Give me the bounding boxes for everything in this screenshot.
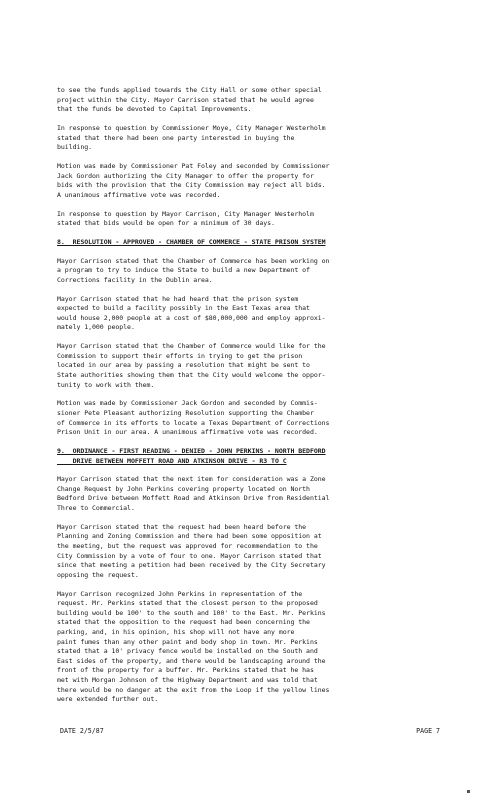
paragraph: Mayor Carrison stated that the Chamber of Commerce would like for the Commission to support their efforts in trying to get the prison located in our area by passing a resolution that might be sent to State authorities showing them that the City would welcome the oppor- tunity to work with them. <box>57 342 326 389</box>
paragraph: Mayor Carrison stated that he had heard that the prison system expected to build a facility possibly in the East Texas area that would house 2,000 people at a cost of $80,000,000 and employ approxi- mately 1,000 people. <box>57 294 326 332</box>
paragraph: Mayor Carrison stated that the Chamber of Commerce has been working on a program to try to induce the State to build a new Department of Corrections facility in the Dublin area. <box>57 256 330 284</box>
document-body <box>57 86 447 714</box>
footer-date: DATE 2/5/87 <box>60 727 104 735</box>
page-footer <box>60 727 440 735</box>
paragraph: Motion was made by Commissioner Jack Gordon and seconded by Commis- sioner Pete Pleasant authorizing Resolution supporting the Chamber of Commerce in its efforts to locate a Texas Department of Corrections Prison Unit in our area. A unanimous affirmative vote was recorded. <box>57 399 330 437</box>
paragraph: Mayor Carrison recognized John Perkins in representation of the request. Mr. Perkins stated that the closest person to the proposed building would be 100' to the south and 100' to the East. Mr. Perkins stated that the opposition to the request had been concerning the parking, and, in his opinion, his shop will not have any more paint fumes than any other paint and body shop in town. Mr. Perkins stated that a 10' privacy fence would be installed on the South and East sides of the property, and there would be landscaping around the front of the property for a buffer. Mr. Perkins stated that he has met with Morgan Johnson of the Highway Department and was told that there would be no danger at the exit from the Loop if the yellow lines were extended further out. <box>57 589 330 704</box>
paragraph: Mayor Carrison stated that the next item for consideration was a Zone Change Request by John Perkins covering property located on North Bedford Drive between Moffett Road and Atkinson Drive from Residential Three to Commercial. <box>57 475 330 513</box>
section-heading: 9. ORDINANCE - FIRST READING - DENIED - JOHN PERKINS - NORTH BEDFORD DRIVE BETWEEN MOFFETT ROAD AND ATKINSON DRIVE - R3 TO C <box>57 446 326 465</box>
paragraph: In response to question by Mayor Carrison, City Manager Westerholm stated that bids would be open for a minimum of 30 days. <box>57 209 314 228</box>
scan-mark <box>467 790 470 793</box>
paragraph: Mayor Carrison stated that the request had been heard before the Planning and Zoning Commission and there had been some opposition at the meeting, but the request was approved for recommendation to the City Commission by a vote of four to one. Mayor Carrison stated that since that meeting a petition had been received by the City Secretary opposing the request. <box>57 522 326 579</box>
paragraph: In response to question by Commissioner Moye, City Manager Westerholm stated that there had been one party interested in buying the building. <box>57 123 326 152</box>
paragraph: Motion was made by Commissioner Pat Foley and seconded by Commissioner Jack Gordon authorizing the City Manager to offer the property for bids with the provision that the City Commission may reject all bids. A unanimous affirmative vote was recorded. <box>57 161 330 199</box>
footer-page-number: PAGE 7 <box>416 727 440 735</box>
paragraph: to see the funds applied towards the City Hall or some other special project within the City. Mayor Carrison stated that he would agree that the funds be devoted to Capital Improvements. <box>57 86 322 114</box>
section-heading: 8. RESOLUTION - APPROVED - CHAMBER OF COMMERCE - STATE PRISON SYSTEM <box>57 237 326 246</box>
